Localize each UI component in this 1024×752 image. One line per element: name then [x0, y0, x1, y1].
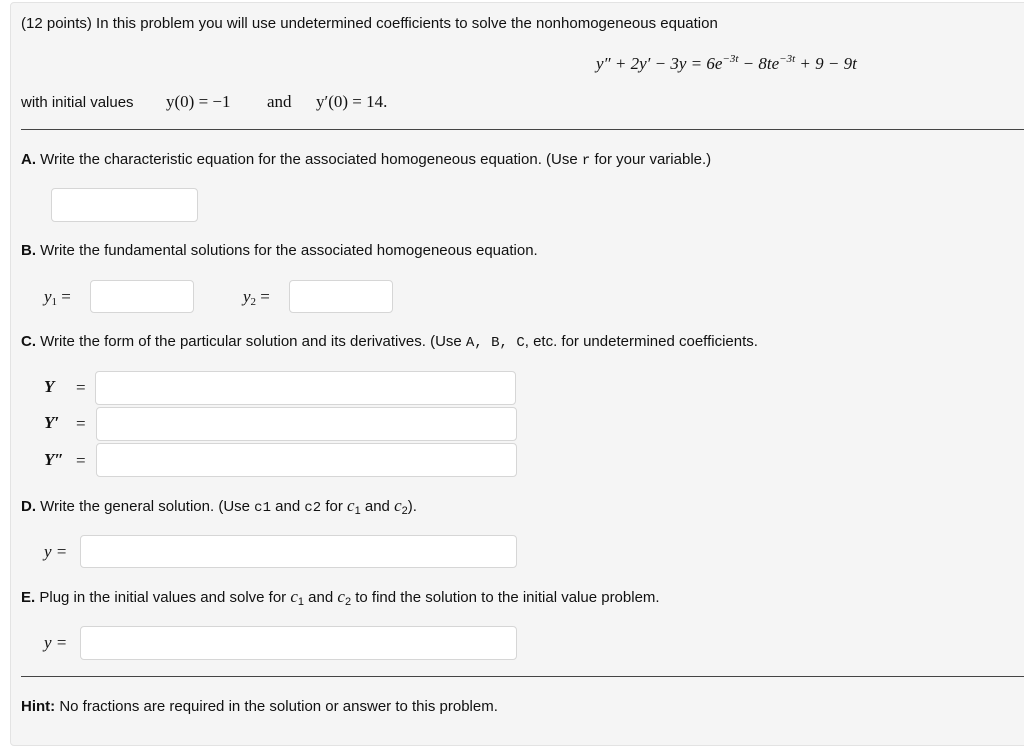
y1-label: $y_1$ =: [44, 287, 71, 308]
Y-double-prime-input[interactable]: [96, 443, 517, 477]
Y-input[interactable]: [95, 371, 516, 405]
divider: [21, 129, 1024, 130]
y2-input[interactable]: [289, 280, 393, 313]
Y-prime-label: Y′: [44, 413, 60, 432]
part-c-prompt: C. Write the form of the particular solution and its derivatives. (Use A, B, C, etc. for undetermined coefficients.: [21, 333, 758, 351]
problem-intro: (12 points) In this problem you will use undetermined coefficients to solve the nonhomogeneous equation: [21, 15, 718, 32]
y2-label: $y_2$ =: [243, 287, 270, 308]
ivp-solution-input[interactable]: [80, 626, 517, 660]
initial-condition-1: y(0) = −1: [166, 92, 231, 111]
characteristic-equation-input[interactable]: [51, 188, 198, 222]
part-a-prompt: A. Write the characteristic equation for the associated homogeneous equation. (Use r for your variable.): [21, 151, 712, 169]
differential-equation: $y'' + 2y' - 3y = 6e^{-3t} - 8te^{-3t} + 9 - 9t$: [596, 53, 857, 73]
divider: [21, 676, 1024, 677]
hint: Hint: No fractions are required in the solution or answer to this problem.: [21, 698, 498, 715]
part-e-prompt: E. Plug in the initial values and solve for $c_1$ and $c_2$ to find the solution to the initial value problem.: [21, 587, 660, 608]
initial-values-label: with initial values: [21, 94, 134, 111]
part-d-prompt: D. Write the general solution. (Use c1 and c2 for $c_1$ and $c_2$).: [21, 496, 417, 517]
y1-input[interactable]: [90, 280, 194, 313]
Y-double-prime-equals: =: [76, 451, 86, 470]
Y-label: Y: [44, 377, 55, 396]
Y-equals: =: [76, 378, 86, 397]
general-solution-label: y =: [44, 542, 68, 561]
Y-prime-equals: =: [76, 414, 86, 433]
and-text: and: [267, 92, 292, 111]
initial-condition-2: y′(0) = 14.: [316, 92, 388, 111]
Y-prime-input[interactable]: [96, 407, 517, 441]
ivp-solution-label: y =: [44, 633, 68, 652]
Y-double-prime-label: Y″: [44, 450, 64, 469]
general-solution-input[interactable]: [80, 535, 517, 568]
part-b-prompt: B. Write the fundamental solutions for the associated homogeneous equation.: [21, 242, 538, 259]
